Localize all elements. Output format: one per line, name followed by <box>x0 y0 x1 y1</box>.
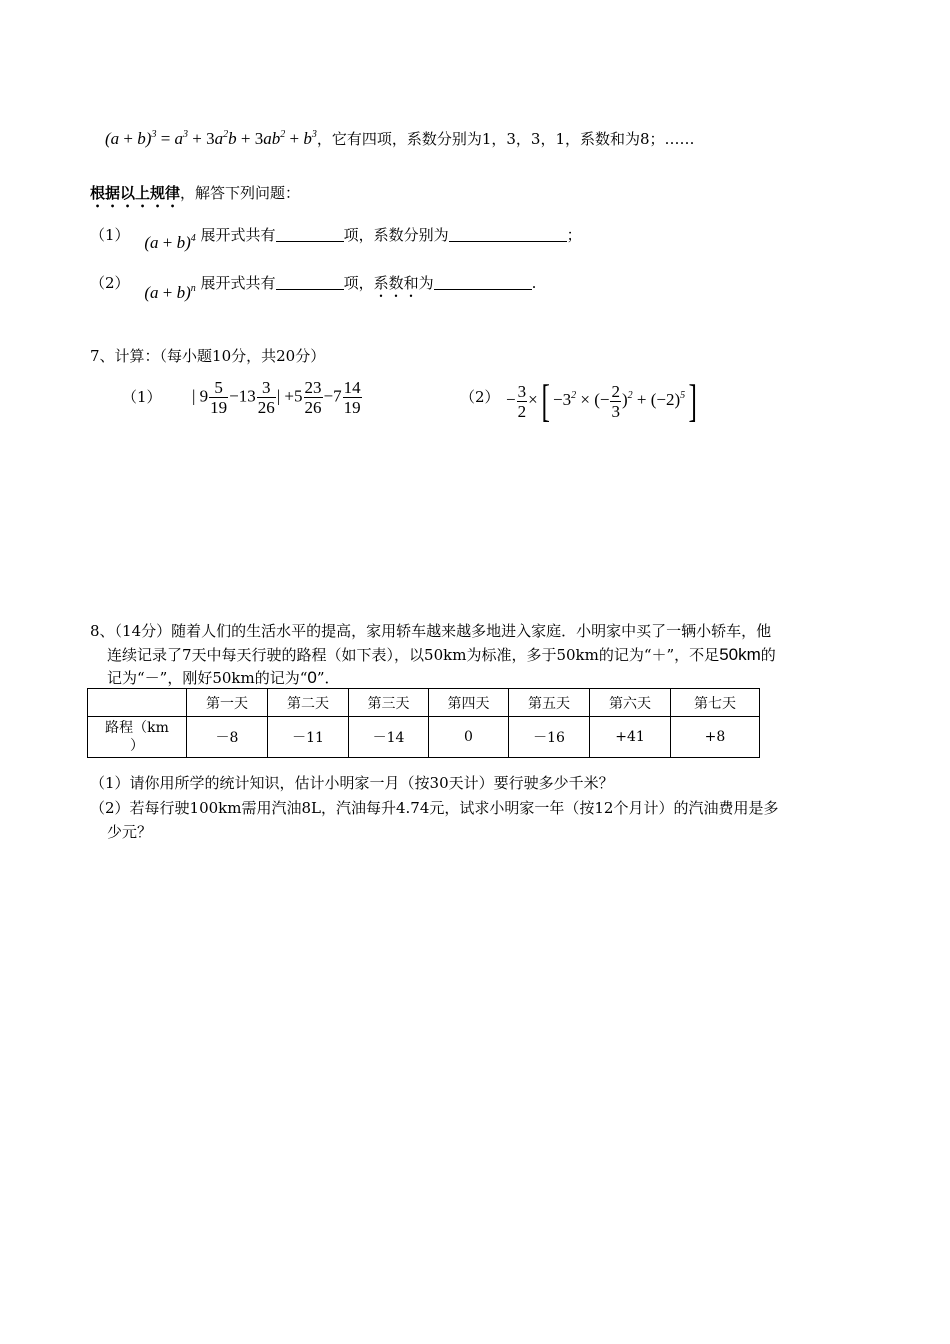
distance-table <box>87 688 760 758</box>
q8-line1: 8、（14分）随着人们的生活水平的提高，家用轿车越来越多地进入家庭．小明家中买了一辆小轿车，他 <box>90 622 772 640</box>
table-cell: 0 <box>429 717 509 758</box>
table-cell: －14 <box>349 717 429 758</box>
q8-sub2-line1: （2）若每行驶100km需用汽油8L，汽油每升4.74元，试求小明家一年（按12个月计）的汽油费用是多 <box>90 799 779 817</box>
q8-line2 <box>107 644 776 665</box>
table-header-cell: 第四天 <box>429 689 509 717</box>
table-header-cell: 第一天 <box>187 689 268 717</box>
table-header-cell: 第六天 <box>590 689 671 717</box>
q6-2-formula: $(a + b)^n$ <box>144 283 196 302</box>
cube-expansion-formula: $(a + b)^3 = a^3 + 3a^2b + 3ab^2 + b^3$ <box>105 129 317 148</box>
q6-2-text1: 展开式共有 <box>200 274 276 292</box>
q6-part1 <box>90 224 582 252</box>
q6-part2 <box>90 272 536 301</box>
q8-line2-text: 连续记录了7天中每天行驶的路程（如下表），以50km为标准，多于50km的记为“＋”，不足 <box>107 646 720 664</box>
q8-line3-zero: 0 <box>307 668 317 687</box>
q8-line3 <box>107 667 340 688</box>
q6-2-text3: 系数和 <box>373 274 419 292</box>
table-cell: －11 <box>268 717 349 758</box>
q8-line3-end: ”． <box>316 669 340 687</box>
q6-1-text1: 展开式共有 <box>200 226 276 244</box>
intro-text: ，它有四项，系数分别为1，3，3，1，系数和为8；…… <box>316 130 695 148</box>
q6-2-blank-count[interactable] <box>276 275 344 290</box>
q7-sub1-label: （1） <box>122 388 162 406</box>
q6-2-text2: 项， <box>343 274 374 292</box>
table-header-cell: 第三天 <box>349 689 429 717</box>
table-row <box>88 717 760 758</box>
q6-2-label: （2） <box>90 274 130 292</box>
row-label-line1: 路程（km <box>105 720 169 736</box>
intro-line <box>105 128 695 149</box>
table-header-cell: 第七天 <box>671 689 760 717</box>
table-cell: －8 <box>187 717 268 758</box>
table-header-cell: 第二天 <box>268 689 349 717</box>
instruction <box>90 182 300 211</box>
q6-1-blank-count[interactable] <box>276 227 344 242</box>
q6-1-label: （1） <box>90 226 130 244</box>
q6-1-blank-coefficients[interactable] <box>449 227 567 242</box>
q6-1-formula: $(a + b)^4$ <box>144 233 196 252</box>
instruction-rest: ，解答下列问题： <box>180 184 301 202</box>
q7-sub2-expression: − $\frac{3}{2}$ ×[ $-3^2$ × (− $\frac{2}{3}$ )$^2 + (-2)^5$] <box>506 375 698 426</box>
q6-2-blank-sum[interactable] <box>434 275 532 290</box>
table-header-cell <box>88 689 187 717</box>
q7-sub2-label: （2） <box>460 388 500 406</box>
q8-sub1: （1）请你用所学的统计知识，估计小明家一月（按30天计）要行驶多少千米？ <box>90 774 614 792</box>
q8-line2-50km: 50km <box>719 645 761 664</box>
q6-1-text2: 项，系数分别为 <box>343 226 449 244</box>
table-header-cell: 第五天 <box>509 689 590 717</box>
q8-sub2-line2: 少元？ <box>107 823 153 841</box>
row-label <box>88 717 187 758</box>
q6-2-text5: . <box>531 274 537 292</box>
q6-2-text4: 为 <box>418 274 434 292</box>
table-cell: +41 <box>590 717 671 758</box>
q8-line3-text: 记为“－”，刚好50km的记为“ <box>107 669 308 687</box>
table-header-row <box>88 689 760 717</box>
q7-title: 7、计算：（每小题10分，共20分） <box>90 347 326 365</box>
table-cell: +8 <box>671 717 760 758</box>
table-cell: －16 <box>509 717 590 758</box>
instruction-emphasis: 根据以上规律 <box>90 184 181 202</box>
q7-sub1-expression: | 9 $\frac{5}{19}$ −13 $\frac{3}{26}$ | +5 $\frac{23}{26}$ −7 $\frac{14}{19}$ <box>192 378 361 417</box>
q6-1-text3: ； <box>566 226 582 244</box>
row-label-line2: ） <box>130 738 144 754</box>
q8-line2-end: 的 <box>760 646 776 664</box>
